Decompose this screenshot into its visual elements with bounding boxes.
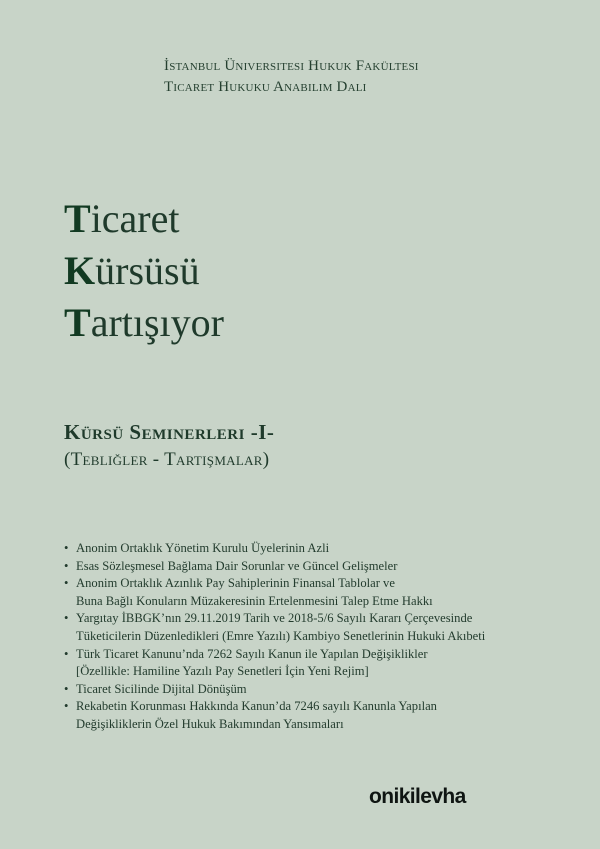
topic-line: Anonim Ortaklık Azınlık Pay Sahiplerinin Finansal Tablolar ve bbox=[76, 576, 395, 591]
title-line-2 bbox=[64, 245, 224, 297]
topic-line: Ticaret Sicilinde Dijital Dönüşüm bbox=[76, 681, 247, 696]
topic-line: Değişikliklerin Özel Hukuk Bakımından Yansımaları bbox=[76, 716, 344, 731]
bullet-icon: • bbox=[64, 646, 69, 661]
list-item bbox=[64, 698, 564, 733]
list-item bbox=[64, 540, 564, 558]
title-rest: ürsüsü bbox=[95, 248, 200, 293]
bullet-icon: • bbox=[64, 558, 69, 573]
title-initial: K bbox=[64, 248, 96, 293]
list-item bbox=[64, 558, 564, 576]
publisher-logo: onikilevha bbox=[369, 785, 466, 808]
list-item bbox=[64, 610, 564, 645]
title-rest: icaret bbox=[90, 196, 180, 241]
title-initial: T bbox=[64, 300, 91, 345]
topic-line: Esas Sözleşmesel Bağlama Dair Sorunlar ve Güncel Gelişmeler bbox=[76, 558, 398, 573]
series-subtitle: (Tebliğler - Tartışmalar) bbox=[64, 449, 270, 470]
topic-line: [Özellikle: Hamiline Yazılı Pay Senetleri İçin Yeni Rejim] bbox=[76, 664, 369, 679]
institution-header bbox=[164, 56, 419, 98]
topic-list bbox=[64, 540, 564, 734]
title-initial: T bbox=[64, 196, 91, 241]
title-line-1 bbox=[64, 193, 224, 245]
topic-line: Yargıtay İBBGK’nın 29.11.2019 Tarih ve 2018-5/6 Sayılı Kararı Çerçevesinde bbox=[76, 611, 473, 626]
topic-line: Buna Bağlı Konuların Müzakeresinin Ertelenmesini Talep Etme Hakkı bbox=[76, 593, 433, 608]
title-rest: artışıyor bbox=[90, 300, 224, 345]
topic-line: Rekabetin Korunması Hakkında Kanun’da 7246 sayılı Kanunla Yapılan bbox=[76, 699, 437, 714]
list-item bbox=[64, 575, 564, 610]
series-block bbox=[64, 418, 274, 474]
bullet-icon: • bbox=[64, 681, 69, 696]
series-title: Kürsü Seminerleri -I- bbox=[64, 420, 275, 444]
book-title bbox=[64, 193, 224, 349]
bullet-icon: • bbox=[64, 541, 69, 555]
topic-line: Anonim Ortaklık Yönetim Kurulu Üyelerinin Azli bbox=[76, 541, 330, 555]
topic-line: Tüketicilerin Düzenledikleri (Emre Yazılı) Kambiyo Senetlerinin Hukuki Akıbeti bbox=[76, 628, 486, 643]
bullet-icon: • bbox=[64, 611, 69, 626]
university-name: İstanbul Üniversitesi Hukuk Fakültesi bbox=[164, 58, 419, 74]
list-item bbox=[64, 681, 564, 699]
title-line-3 bbox=[64, 297, 224, 349]
topic-line: Türk Ticaret Kanunu’nda 7262 Sayılı Kanun ile Yapılan Değişiklikler bbox=[76, 646, 428, 661]
department-name: Ticaret Hukuku Anabilim Dalı bbox=[164, 79, 367, 95]
bullet-icon: • bbox=[64, 576, 69, 591]
bullet-icon: • bbox=[64, 699, 69, 714]
list-item bbox=[64, 646, 564, 681]
